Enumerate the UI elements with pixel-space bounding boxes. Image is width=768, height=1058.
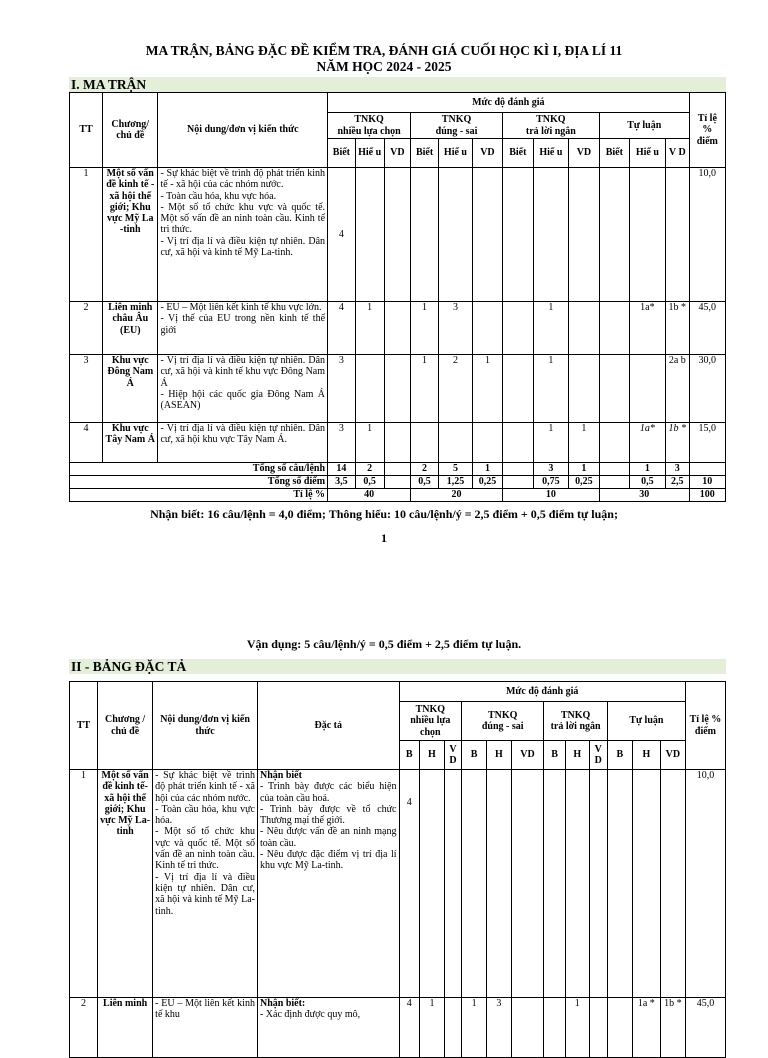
- cell: 5: [438, 463, 472, 476]
- cell: 1: [533, 302, 568, 355]
- cell: 1: [533, 355, 568, 423]
- cell: [533, 168, 568, 302]
- cell: 0,75: [533, 476, 568, 489]
- cell: [599, 355, 629, 423]
- cell: [607, 770, 632, 998]
- cell: 1: [565, 998, 589, 1058]
- row-chuong: Khu vực Đông Nam Á: [103, 355, 158, 423]
- row-tile: 30,0: [689, 355, 725, 423]
- hdr-noidung: Nội dung/đơn vị kiến thức: [158, 93, 328, 168]
- cell: [629, 168, 665, 302]
- cell: [511, 998, 543, 1058]
- cell: 2a b: [665, 355, 689, 423]
- cell: 1b *: [665, 423, 689, 463]
- row-tile: 10,0: [689, 168, 725, 302]
- cell: 1: [462, 998, 487, 1058]
- cell: 1: [568, 463, 599, 476]
- cell: [599, 168, 629, 302]
- row-noidung: - Vị trí địa lí và điều kiện tự nhiên. Dân cư, xã hội khu vực Tây Nam Á.: [158, 423, 328, 463]
- cell: 3: [438, 302, 472, 355]
- hdr-b: B: [544, 741, 566, 770]
- cell: [599, 476, 629, 489]
- hdr-chuong: Chương/ chủ đề: [103, 93, 158, 168]
- row-tt: 2: [70, 998, 98, 1058]
- hdr-vd: VD: [384, 139, 411, 168]
- cell: 0,5: [629, 476, 665, 489]
- hdr-b: B: [462, 741, 487, 770]
- hdr-dacta: Đặc tả: [257, 682, 399, 770]
- total-label: Tổng số câu/lệnh: [70, 463, 328, 476]
- page-number: 1: [381, 531, 387, 545]
- cell: [384, 423, 411, 463]
- row-tile: 15,0: [689, 423, 725, 463]
- cell: [502, 423, 533, 463]
- cell: [689, 463, 725, 476]
- cell: [384, 355, 411, 423]
- hdr-tile: Tỉ lệ % điểm: [685, 682, 725, 770]
- cell: 2: [355, 463, 384, 476]
- cell: [355, 168, 384, 302]
- cell: [502, 168, 533, 302]
- row-tt: 3: [70, 355, 103, 423]
- cell: 10: [689, 476, 725, 489]
- total-row-tile: [70, 489, 726, 502]
- cell: 0,25: [568, 476, 599, 489]
- row-noidung: - EU – Một liên kết kinh tế khu vực lớn. - Vị thế của EU trong nền kinh tế thế giới: [158, 302, 328, 355]
- cell: 4: [328, 302, 356, 355]
- total-label: Tổng số điểm: [70, 476, 328, 489]
- hdr-group-tnkq-tln: TNKQ trả lời ngắn: [502, 113, 599, 139]
- cell: 10: [502, 489, 599, 502]
- row-tt: 1: [70, 168, 103, 302]
- cell: [473, 168, 503, 302]
- hdr-mucdo: Mức độ đánh giá: [399, 682, 685, 702]
- row-tt: 2: [70, 302, 103, 355]
- cell: [660, 770, 685, 998]
- matrix-table: [69, 92, 726, 502]
- cell: [544, 998, 566, 1058]
- row-chuong: Khu vực Tây Nam Á: [103, 423, 158, 463]
- cell: 3: [328, 355, 356, 423]
- table-row: [70, 423, 726, 463]
- hdr-biet: Biết: [328, 139, 356, 168]
- cell: [568, 168, 599, 302]
- cell: 2: [411, 463, 439, 476]
- hdr-vd: VD: [511, 741, 543, 770]
- cell: [420, 770, 445, 998]
- note-van-dung: Vận dụng: 5 câu/lệnh/ý = 0,5 điểm + 2,5 điểm tự luận.: [246, 637, 522, 651]
- cell: [589, 770, 607, 998]
- cell: [438, 168, 472, 302]
- cell: 1b *: [660, 998, 685, 1058]
- cell: 1: [355, 423, 384, 463]
- cell: [384, 463, 411, 476]
- hdr-chuong: Chương / chủ đề: [98, 682, 153, 770]
- row-tt: 1: [70, 770, 98, 998]
- cell: [355, 355, 384, 423]
- cell: 4: [399, 998, 420, 1058]
- cell: 0,5: [411, 476, 439, 489]
- hdr-h: H: [486, 741, 511, 770]
- hdr-tt: TT: [70, 93, 103, 168]
- cell: 3: [533, 463, 568, 476]
- cell: 3: [328, 423, 356, 463]
- hdr-noidung: Nội dung/đơn vị kiến thức: [153, 682, 258, 770]
- cell: 30: [599, 489, 689, 502]
- cell: 1: [411, 302, 439, 355]
- table-row: [70, 302, 726, 355]
- cell: 1a *: [632, 998, 660, 1058]
- cell: [411, 423, 439, 463]
- cell: 0,25: [473, 476, 503, 489]
- row-chuong: Liên minh châu Âu (EU): [103, 302, 158, 355]
- cell: [473, 302, 503, 355]
- cell: [665, 168, 689, 302]
- hdr-tile: Tỉ lệ % điểm: [689, 93, 725, 168]
- spec-table: [69, 681, 726, 1058]
- cell: [599, 302, 629, 355]
- cell: 4: [328, 168, 356, 302]
- cell: [629, 355, 665, 423]
- cell: [384, 168, 411, 302]
- hdr-group-tuluan: Tự luận: [607, 702, 685, 741]
- cell: [502, 476, 533, 489]
- row-tt: 4: [70, 423, 103, 463]
- row-chuong: Một số vấn đề kinh tế- xã hội thế giới; Khu vực Mỹ La-tinh: [98, 770, 153, 998]
- cell: 40: [328, 489, 411, 502]
- hdr-biet: Biết: [599, 139, 629, 168]
- cell: [444, 998, 461, 1058]
- cell: [544, 770, 566, 998]
- cell: 3: [665, 463, 689, 476]
- cell: [411, 168, 439, 302]
- cell: 2,5: [665, 476, 689, 489]
- hdr-h: H: [632, 741, 660, 770]
- cell: 2: [438, 355, 472, 423]
- cell: 1a*: [629, 423, 665, 463]
- total-label: Tỉ lệ %: [70, 489, 328, 502]
- hdr-group-tuluan: Tự luận: [599, 113, 689, 139]
- cell: [599, 423, 629, 463]
- hdr-hieu: Hiể u: [355, 139, 384, 168]
- hdr-mucdo: Mức độ đánh giá: [328, 93, 690, 113]
- hdr-group-tnkq-tln: TNKQ trả lời ngắn: [544, 702, 608, 741]
- doc-title-line2: NĂM HỌC 2024 - 2025: [316, 59, 452, 74]
- cell: [462, 770, 487, 998]
- cell: 1: [473, 355, 503, 423]
- cell: 14: [328, 463, 356, 476]
- cell: 100: [689, 489, 725, 502]
- cell: [384, 302, 411, 355]
- cell: 3,5: [328, 476, 356, 489]
- hdr-vd: VD: [473, 139, 503, 168]
- cell: 1: [355, 302, 384, 355]
- hdr-group-tnkq-ds: TNKQ đúng - sai: [411, 113, 503, 139]
- cell: [511, 770, 543, 998]
- cell: 3: [486, 998, 511, 1058]
- row-dacta: Nhận biết: - Xác định được quy mô,: [257, 998, 399, 1058]
- cell: [632, 770, 660, 998]
- cell: 1: [411, 355, 439, 423]
- hdr-tt: TT: [70, 682, 98, 770]
- table-row: [70, 770, 726, 998]
- hdr-vd: V D: [589, 741, 607, 770]
- cell: [589, 998, 607, 1058]
- table-row: [70, 998, 726, 1058]
- cell: [384, 476, 411, 489]
- hdr-hieu: Hiể u: [629, 139, 665, 168]
- cell: [568, 355, 599, 423]
- cell: [502, 355, 533, 423]
- total-row-sodiem: [70, 476, 726, 489]
- cell: 1: [473, 463, 503, 476]
- hdr-hieu: Hiể u: [438, 139, 472, 168]
- cell: 1,25: [438, 476, 472, 489]
- cell: [486, 770, 511, 998]
- cell: [565, 770, 589, 998]
- row-noidung: - Sự khác biệt về trình độ phát triển kinh tế - xã hội của các nhóm nước. - Toàn cầu hóa, khu vực hóa. - Một số tổ chức khu vực và quốc tế. Một số vấn đề an ninh toàn cầu. Kinh tế tri thức. - Vị trí địa lí và điều kiện tự nhiên. Dân cư, xã hội và kinh tế Mỹ La-tinh.: [158, 168, 328, 302]
- cell: 0,5: [355, 476, 384, 489]
- hdr-biet: Biết: [502, 139, 533, 168]
- cell: [473, 423, 503, 463]
- hdr-group-tnkq-nlc: TNKQ nhiều lựa chọn: [328, 113, 411, 139]
- cell: 1: [420, 998, 445, 1058]
- table-row: [70, 168, 726, 302]
- cell: [502, 463, 533, 476]
- cell: 4: [399, 770, 420, 998]
- hdr-b: B: [607, 741, 632, 770]
- row-noidung: - EU – Một liên kết kinh tế khu: [153, 998, 258, 1058]
- cell: [444, 770, 461, 998]
- hdr-group-tnkq-ds: TNKQ đúng - sai: [462, 702, 544, 741]
- hdr-vd: VD: [568, 139, 599, 168]
- section-heading-matrix: I. MA TRẬN: [69, 77, 726, 92]
- row-dacta: Nhận biết - Trình bày được các biểu hiện của toàn cầu hoá. - Trình bày được về tổ chức Thương mại thế giới. - Nêu được vấn đề an ninh mạng toàn cầu. - Nêu được đặc điểm vị trí địa lí khu vực Mỹ La-tinh.: [257, 770, 399, 998]
- row-chuong: Một số vấn đề kinh tế - xã hội thế giới; Khu vực Mỹ La -tinh: [103, 168, 158, 302]
- cell: 20: [411, 489, 503, 502]
- table-row: [70, 355, 726, 423]
- cell: 1: [629, 463, 665, 476]
- cell: [607, 998, 632, 1058]
- hdr-h: H: [420, 741, 445, 770]
- row-noidung: - Vị trí địa lí và điều kiện tự nhiên. Dân cư, xã hội và kinh tế khu vực Đông Nam Á - Hiệp hội các quốc gia Đông Nam Á (ASEAN): [158, 355, 328, 423]
- hdr-vd: V D: [665, 139, 689, 168]
- cell: 1b *: [665, 302, 689, 355]
- cell: 1a*: [629, 302, 665, 355]
- hdr-biet: Biết: [411, 139, 439, 168]
- hdr-b: B: [399, 741, 420, 770]
- row-tile: 45,0: [685, 998, 725, 1058]
- cell: [502, 302, 533, 355]
- hdr-h: H: [565, 741, 589, 770]
- section-heading-dacta: II - BẢNG ĐẶC TẢ: [69, 659, 726, 674]
- total-row-socau: [70, 463, 726, 476]
- cell: 1: [533, 423, 568, 463]
- hdr-vd: V D: [444, 741, 461, 770]
- hdr-group-tnkq-nlc: TNKQ nhiều lựa chọn: [399, 702, 462, 741]
- row-tile: 45,0: [689, 302, 725, 355]
- cell: 1: [568, 423, 599, 463]
- cell: [599, 463, 629, 476]
- hdr-vd: VD: [660, 741, 685, 770]
- row-noidung: - Sự khác biệt về trình độ phát triển kinh tế - xã hội của các nhóm nước. - Toàn cầu hóa, khu vực hóa. - Một số tổ chức khu vực và quốc tế. Một số vấn đề an ninh toàn cầu. Kinh tế tri thức. - Vị trí địa lí và điều kiện tự nhiên. Dân cư, xã hội và kinh tế Mỹ La-tinh.: [153, 770, 258, 998]
- hdr-hieu: Hiể u: [533, 139, 568, 168]
- cell: [438, 423, 472, 463]
- cell: [568, 302, 599, 355]
- row-chuong: Liên minh: [98, 998, 153, 1058]
- note-nhan-biet: Nhận biết: 16 câu/lệnh = 4,0 điểm; Thông hiểu: 10 câu/lệnh/ý = 2,5 điểm + 0,5 điểm tự luận;: [150, 507, 618, 521]
- row-tile: 10,0: [685, 770, 725, 998]
- doc-title-line1: MA TRẬN, BẢNG ĐẶC ĐỀ KIỂM TRA, ĐÁNH GIÁ CUỐI HỌC KÌ I, ĐỊA LÍ 11: [145, 43, 623, 58]
